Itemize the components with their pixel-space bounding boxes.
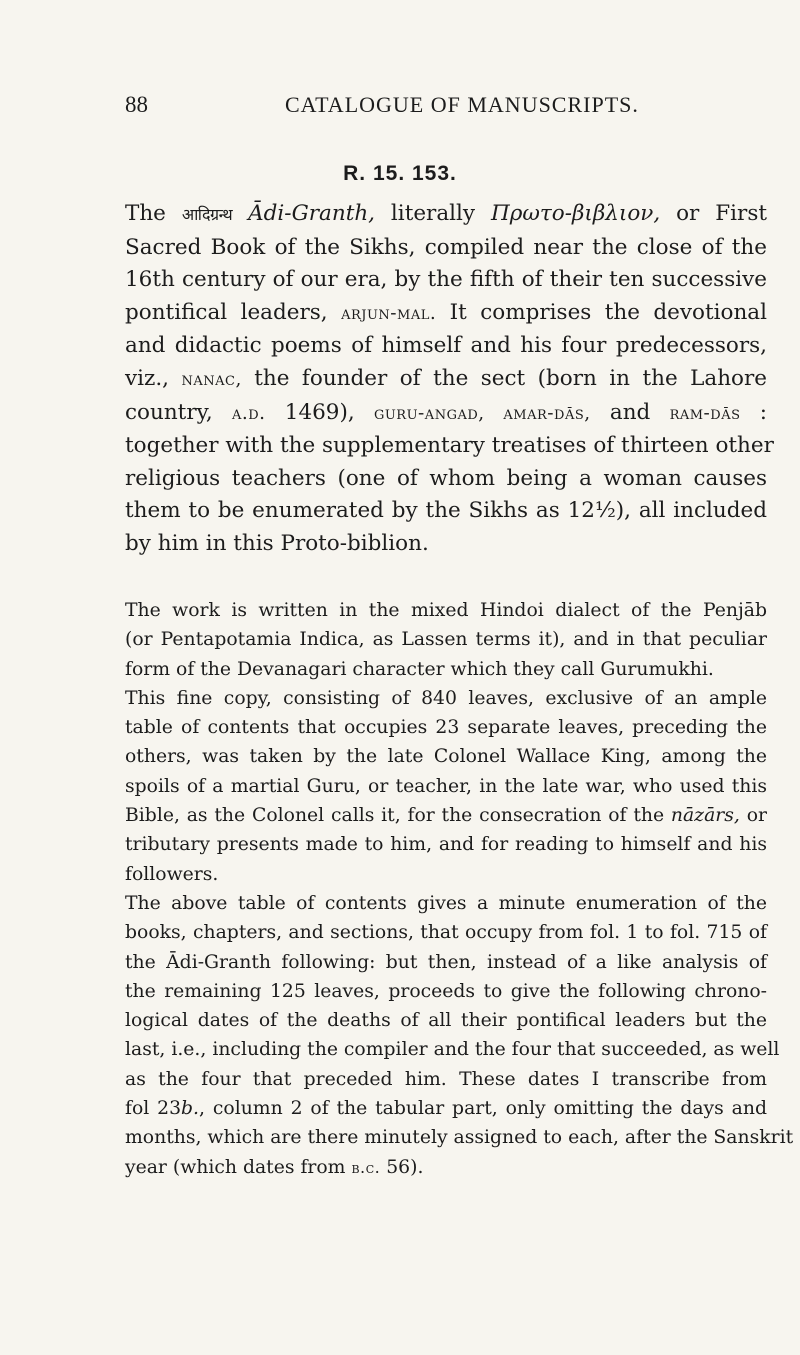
text-run: or: [739, 805, 767, 827]
text-line: [125, 198, 767, 232]
text-run: the founder of the sect (born in the Lahore: [241, 365, 767, 391]
paragraph-intro: [125, 198, 774, 561]
era-bc: b.c.: [351, 1157, 381, 1177]
text-run: or First: [660, 201, 767, 226]
text-line: as the four that preceded him. These dates I transcribe from: [125, 1068, 767, 1090]
text-run: country,: [125, 399, 232, 425]
text-line: months, which are there minutely assigned to each, after the Sanskrit: [125, 1127, 794, 1149]
text-line: [125, 1153, 767, 1182]
text-run: pontifical leaders,: [125, 299, 342, 325]
text-line: the Ādi-Granth following: but then, instead of a like analysis of: [125, 951, 767, 973]
text-run: and: [590, 399, 670, 425]
name-arjun-mal: arjun-mal.: [341, 302, 437, 324]
text-line: [125, 1094, 767, 1123]
text-run: The: [125, 201, 182, 226]
text-run: 56).: [380, 1156, 424, 1178]
text-run: :: [740, 399, 768, 425]
text-run: Bible, as the Colonel calls it, for the consecration of the: [125, 805, 665, 827]
text-run: It comprises the devotional: [436, 299, 767, 325]
text-run: , column 2 of the tabular part, only omitting the days and: [199, 1098, 767, 1120]
text-line: others, was taken by the late Colonel Wallace King, among the: [125, 746, 767, 768]
text-line: 16th century of our era, by the fifth of their ten successive: [125, 267, 767, 293]
greek-title: Πρωτο-βιβλιον,: [490, 201, 661, 226]
text-run: [232, 201, 248, 226]
text-line: Sacred Book of the Sikhs, compiled near the close of the: [125, 234, 767, 260]
text-run: 1469),: [265, 399, 374, 425]
text-line: last, i.e., including the compiler and the four that succeeded, as well: [125, 1039, 780, 1061]
text-line: [125, 363, 767, 397]
text-line: [125, 397, 767, 431]
text-line: them to be enumerated by the Sikhs as 12½), all included: [125, 498, 767, 524]
text-line: spoils of a martial Guru, or teacher, in the late war, who used this: [125, 775, 767, 797]
folio-side: b.: [181, 1098, 200, 1120]
work-title: Ādi-Granth,: [248, 201, 376, 226]
text-run: literally: [375, 201, 491, 226]
text-line: books, chapters, and sections, that occupy from fol. 1 to fol. 715 of: [125, 922, 767, 944]
text-line: This fine copy, consisting of 840 leaves, exclusive of an ample: [125, 687, 767, 709]
page-number: 88: [125, 92, 148, 117]
body-text: [125, 596, 794, 1182]
text-line: the remaining 125 leaves, proceeds to give the following chrono-: [125, 980, 767, 1002]
running-title: CATALOGUE OF MANUSCRIPTS.: [285, 92, 639, 117]
term-nazars: nāzārs,: [670, 805, 740, 827]
text-run: year (which dates from: [125, 1156, 352, 1178]
text-line: [125, 801, 767, 830]
text-line: logical dates of the deaths of all their pontifical leaders but the: [125, 1010, 767, 1032]
text-run: viz.,: [125, 365, 182, 391]
text-line: followers.: [125, 863, 219, 885]
text-line: religious teachers (one of whom being a woman causes: [125, 465, 767, 491]
text-line: tributary presents made to him, and for reading to himself and his: [125, 834, 767, 856]
era-ad: a.d.: [231, 402, 266, 424]
manuscript-id: R. 15. 153.: [343, 162, 457, 185]
page-header: [125, 92, 775, 132]
devanagari-title: आदिग्रन्थ: [181, 205, 233, 224]
text-run: fol 23: [125, 1098, 182, 1120]
text-line: by him in this Proto-biblion.: [125, 530, 429, 556]
text-line: (or Pentapotamia Indica, as Lassen terms it), and in that peculiar: [125, 629, 767, 651]
text-line: form of the Devanagari character which they call Gurumukhi.: [125, 658, 714, 680]
names-gurus: guru-angad, amar-dās,: [373, 402, 591, 424]
text-line: [125, 297, 767, 331]
name-ram-das: ram-dās: [669, 402, 741, 424]
text-line: table of contents that occupies 23 separate leaves, preceding the: [125, 717, 767, 739]
text-line: together with the supplementary treatises of thirteen other: [125, 433, 774, 459]
name-nanac: nanac,: [181, 368, 242, 390]
text-line: and didactic poems of himself and his four predecessors,: [125, 333, 767, 359]
text-line: The above table of contents gives a minute enumeration of the: [125, 892, 767, 914]
text-line: The work is written in the mixed Hindoi dialect of the Penjāb: [125, 600, 767, 621]
